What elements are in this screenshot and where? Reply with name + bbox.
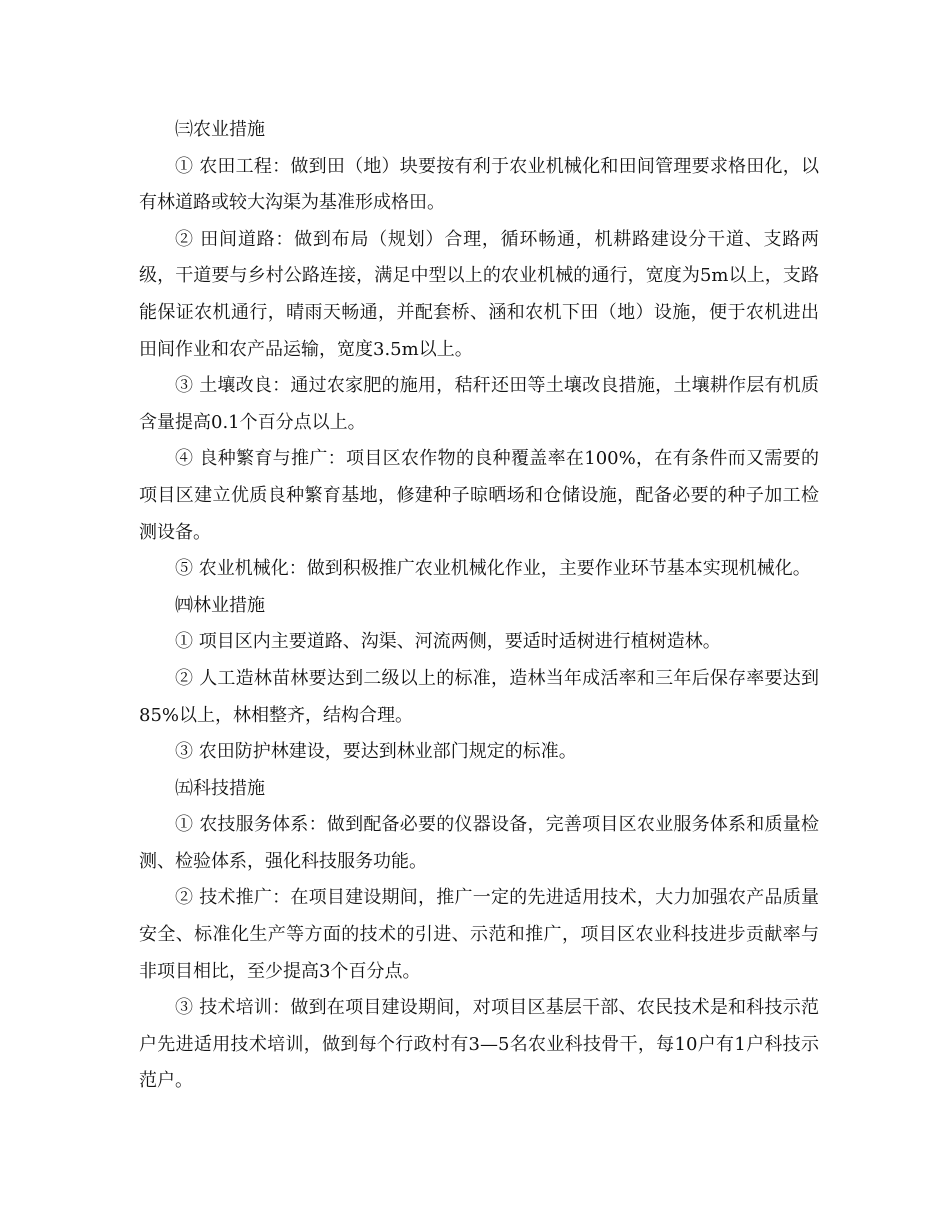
paragraph-field-roads: ② 田间道路：做到布局（规划）合理，循环畅通，机耕路建设分干道、支路两级，干道要与乡村公路连接，满足中型以上的农业机械的通行，宽度为5m以上，支路能保证农机通行，晴雨天畅通，并配套桥、涵和农机下田（地）设施，便于农机进出田间作业和农产品运输，宽度3.5m以上。 [139, 228, 819, 360]
paragraph-tech-training: ③ 技术培训：做到在项目建设期间，对项目区基层干部、农民技术是和科技示范户先进适用技术培训，做到每个行政村有3—5名农业科技骨干，每10户有1户科技示范户。 [139, 997, 819, 1092]
section-heading-technology: ㈤科技措施 [175, 777, 265, 799]
paragraph-seed-breeding: ④ 良种繁育与推广：项目区农作物的良种覆盖率在100%，在有条件而又需要的项目区建立优质良种繁育基地，修建种子晾晒场和仓储设施，配备必要的种子加工检测设备。 [139, 448, 819, 543]
paragraph-soil-improvement: ③ 土壤改良：通过农家肥的施用，秸秆还田等土壤改良措施，土壤耕作层有机质含量提高0.1个百分点以上。 [139, 375, 819, 433]
paragraph-farmland-engineering: ① 农田工程：做到田（地）块要按有利于农业机械化和田间管理要求格田化，以有林道路或较大沟渠为基准形成格田。 [139, 155, 819, 214]
paragraph-tech-service-system: ① 农技服务体系：做到配备必要的仪器设备，完善项目区农业服务体系和质量检测、检验体系，强化科技服务功能。 [139, 814, 819, 872]
paragraph-shelterbelt: ③ 农田防护林建设，要达到林业部门规定的标准。 [175, 741, 577, 763]
section-heading-forestry: ㈣林业措施 [175, 594, 265, 616]
paragraph-tree-planting: ① 项目区内主要道路、沟渠、河流两侧，要适时适树进行植树造林。 [175, 631, 721, 653]
section-heading-agriculture: ㈢农业措施 [175, 119, 265, 140]
paragraph-afforestation-standard: ② 人工造林苗林要达到二级以上的标准，造林当年成活率和三年后保存率要达到85%以上，林相整齐，结构合理。 [139, 667, 819, 726]
paragraph-tech-promotion: ② 技术推广：在项目建设期间，推广一定的先进适用技术，大力加强农产品质量安全、标准化生产等方面的技术的引进、示范和推广，项目区农业科技进步贡献率与非项目相比，至少提高3个百分点。 [139, 887, 819, 982]
paragraph-mechanization: ⑤ 农业机械化：做到积极推广农业机械化作业，主要作业环节基本实现机械化。 [175, 558, 811, 580]
document-body [139, 112, 819, 1100]
